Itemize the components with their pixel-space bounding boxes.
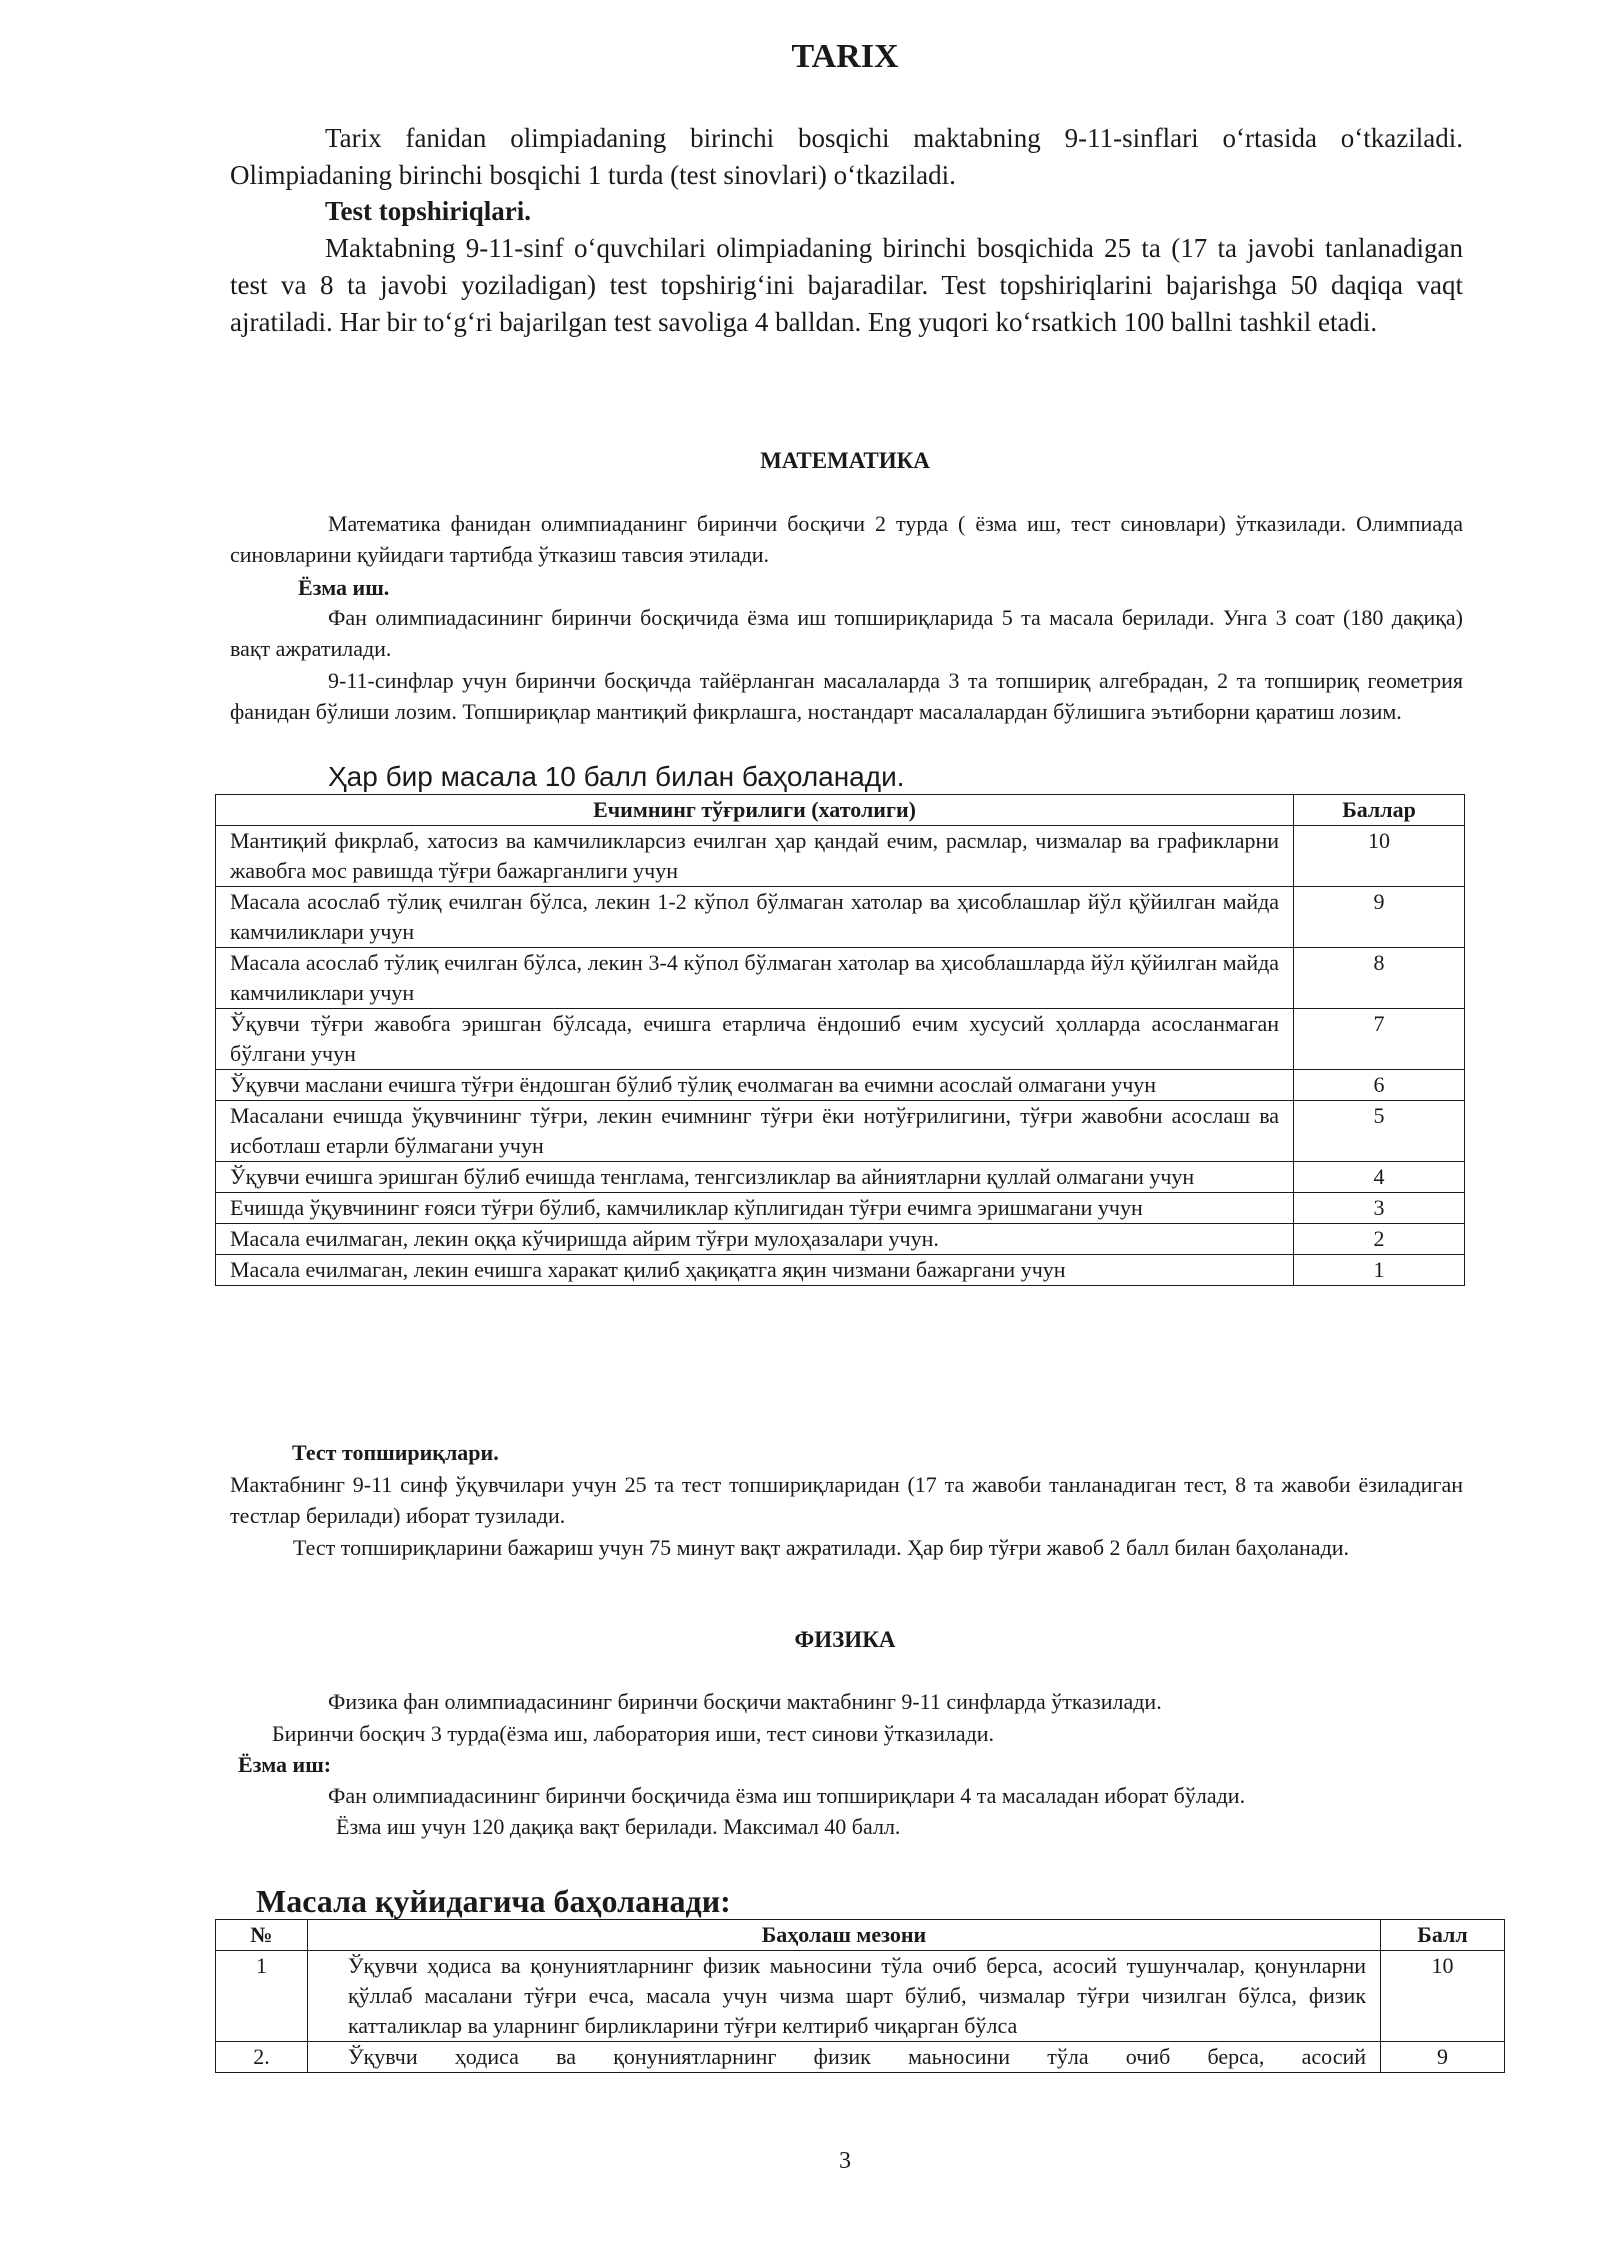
physics-paragraph-1: Физика фан олимпиадасининг биринчи босқичи мактабнинг 9-11 синфларда ўтказилади.: [328, 1689, 1162, 1714]
number-cell: 1: [216, 1951, 308, 2042]
criteria-cell: Мантиқий фикрлаб, хатосиз ва камчиликларсиз ечилган ҳар қандай ечим, расмлар, чизмалар ва графикларни жавобга мос равишда тўғри бажарганлиги учун: [216, 826, 1294, 887]
table-row: [216, 1951, 1505, 2042]
physics-written-heading: Ёзма иш:: [238, 1752, 332, 1777]
physics-paragraph-2: Биринчи босқич 3 турда(ёзма иш, лаборатория иши, тест синови ўтказилади.: [272, 1721, 995, 1746]
score-cell: 9: [1381, 2042, 1505, 2073]
score-cell: 1: [1294, 1255, 1465, 1286]
criteria-cell: Масала асослаб тўлиқ ечилган бўлса, лекин 1-2 кўпол бўлмаган хатолар ва ҳисоблашлар йўл қўйилган майда камчиликлари учун: [216, 887, 1294, 948]
math-test-paragraph-2: Тест топшириқларини бажариш учун 75 минут вақт ажратилади. Ҳар бир тўғри жавоб 2 балл билан баҳоланади.: [293, 1535, 1350, 1560]
tarix-paragraph-2: Maktabning 9-11-sinf o‘quvchilari olimpiadaning birinchi bosqichida 25 ta (17 ta javobi tanlanadigan test va 8 ta javobi yoziladigan) test topshirig‘ini bajaradilar. Test topshiriqlarini bajarishga 50 daqiqa vaqt ajratiladi. Har bir to‘g‘ri bajarilgan test savoliga 4 balldan. Eng yuqori ko‘rsatkich 100 ballni tashkil etadi.: [230, 233, 1463, 337]
score-cell: 9: [1294, 887, 1465, 948]
physics-paragraph-4: Ёзма иш учун 120 дақиқа вақт берилади. Максимал 40 балл.: [336, 1814, 901, 1839]
table-row: [216, 2042, 1505, 2073]
score-cell: 10: [1381, 1951, 1505, 2042]
math-paragraph-1: Математика фанидан олимпиаданинг биринчи босқичи 2 турда ( ёзма иш, тест синовлари) ўтказилади. Олимпиада синовларини қуйидаги тартибда ўтказиш тавсия этилади.: [230, 511, 1463, 567]
criteria-cell: Ўқувчи маслани ечишга тўғри ёндошган бўлиб тўлиқ ечолмаган ва ечимни асослай олмагани учун: [216, 1070, 1294, 1101]
table-row: [216, 887, 1465, 948]
table-row: [216, 1009, 1465, 1070]
table-header-criteria: Ечимнинг тўғрилиги (хатолиги): [216, 795, 1294, 826]
table-row: [216, 1224, 1465, 1255]
physics-scoring-table: [215, 1919, 1505, 2073]
table-row: [216, 1101, 1465, 1162]
math-test-paragraph-1: Мактабнинг 9-11 синф ўқувчилари учун 25 та тест топшириқларидан (17 та жавоби танланадиган тест, 8 та жавоби ёзиладиган тестлар берилади) иборат тузилади.: [230, 1472, 1463, 1528]
criteria-cell: Ечишда ўқувчининг ғояси тўғри бўлиб, камчиликлар кўплигидан тўғри ечимга эришмагани учун: [216, 1193, 1294, 1224]
criteria-cell: Ўқувчи ҳодиса ва қонуниятларнинг физик маьносини тўла очиб берса, асосий тушунчалар, қонунларни қўллаб масалани тўғри ечса, масала учун чизма шарт бўлиб, чизмалар тўғри чизилган бўлса, физик катталиклар ва уларнинг бирликларини тўғри келтириб чиқарган бўлса: [307, 1951, 1380, 2042]
score-cell: 6: [1294, 1070, 1465, 1101]
table-row: [216, 948, 1465, 1009]
criteria-cell: Масала ечилмаган, лекин ечишга харакат қилиб ҳақиқатга яқин чизмани бажаргани учун: [216, 1255, 1294, 1286]
math-test-heading: Тест топшириқлари.: [292, 1440, 499, 1465]
math-scoring-table: [215, 794, 1465, 1286]
math-written-heading: Ёзма иш.: [298, 575, 390, 600]
score-cell: 8: [1294, 948, 1465, 1009]
criteria-cell: Ўқувчи ечишга эришган бўлиб ечишда тенглама, тенгсизликлар ва айниятларни қуллай олмагани учун: [216, 1162, 1294, 1193]
score-cell: 4: [1294, 1162, 1465, 1193]
physics-paragraph-3: Фан олимпиадасининг биринчи босқичида ёзма иш топшириқлари 4 та масаладан иборат бўлади.: [328, 1783, 1246, 1808]
table-row: [216, 1193, 1465, 1224]
math-scoring-note: Ҳар бир масала 10 балл билан баҳоланади.: [328, 761, 905, 792]
table-header-criteria: Баҳолаш мезони: [307, 1920, 1380, 1951]
table-header-row: [216, 1920, 1505, 1951]
table-row: [216, 1255, 1465, 1286]
tarix-paragraph-1: Tarix fanidan olimpiadaning birinchi bosqichi maktabning 9-11-sinflari o‘rtasida o‘tkaziladi. Olimpiadaning birinchi bosqichi 1 turda (test sinovlari) o‘tkaziladi.: [230, 123, 1463, 190]
criteria-cell: Ўқувчи тўғри жавобга эришган бўлсада, ечишга етарлича ёндошиб ечим хусусий ҳолларда асосланмаган бўлгани учун: [216, 1009, 1294, 1070]
table-row: [216, 1070, 1465, 1101]
score-cell: 2: [1294, 1224, 1465, 1255]
score-cell: 5: [1294, 1101, 1465, 1162]
math-paragraph-2: Фан олимпиадасининг биринчи босқичида ёзма иш топшириқларида 5 та масала берилади. Унга 3 соат (180 дақиқа) вақт ажратилади.: [230, 605, 1463, 661]
tarix-test-heading: Test topshiriqlari.: [325, 196, 532, 226]
table-row: [216, 826, 1465, 887]
score-cell: 3: [1294, 1193, 1465, 1224]
criteria-cell: Масала асослаб тўлиқ ечилган бўлса, лекин 3-4 кўпол бўлмаган хатолар ва ҳисоблашларда йўл қўйилган майда камчиликлари учун: [216, 948, 1294, 1009]
number-cell: 2.: [216, 2042, 308, 2073]
criteria-cell: Ўқувчи ҳодиса ва қонуниятларнинг физик маьносини тўла очиб берса, асосий: [307, 2042, 1380, 2073]
score-cell: 7: [1294, 1009, 1465, 1070]
math-paragraph-3: 9-11-синфлар учун биринчи босқичда тайёрланган масалаларда 3 та топшириқ алгебрадан, 2 та топшириқ геометрия фанидан бўлиши лозим. Топшириқлар мантиқий фикрлашга, ностандарт масалалардан бўлишига эътиборни қаратиш лозим.: [230, 668, 1463, 724]
physics-scoring-heading: Масала қуйидагича баҳоланади:: [256, 1883, 731, 1919]
table-header-row: [216, 795, 1465, 826]
page-number: 3: [839, 2148, 851, 2174]
math-title: МАТЕМАТИКА: [760, 448, 930, 473]
table-header-number: №: [216, 1920, 308, 1951]
criteria-cell: Масала ечилмаган, лекин оққа кўчиришда айрим тўғри мулоҳазалари учун.: [216, 1224, 1294, 1255]
table-header-score: Баллар: [1294, 795, 1465, 826]
physics-title: ФИЗИКА: [794, 1627, 896, 1652]
score-cell: 10: [1294, 826, 1465, 887]
table-header-score: Балл: [1381, 1920, 1505, 1951]
criteria-cell: Масалани ечишда ўқувчининг тўғри, лекин ечимнинг тўғри ёки нотўғрилигини, тўғри жавобни асослаш ва исботлаш етарли бўлмагани учун: [216, 1101, 1294, 1162]
tarix-title: TARIX: [791, 38, 899, 75]
table-row: [216, 1162, 1465, 1193]
